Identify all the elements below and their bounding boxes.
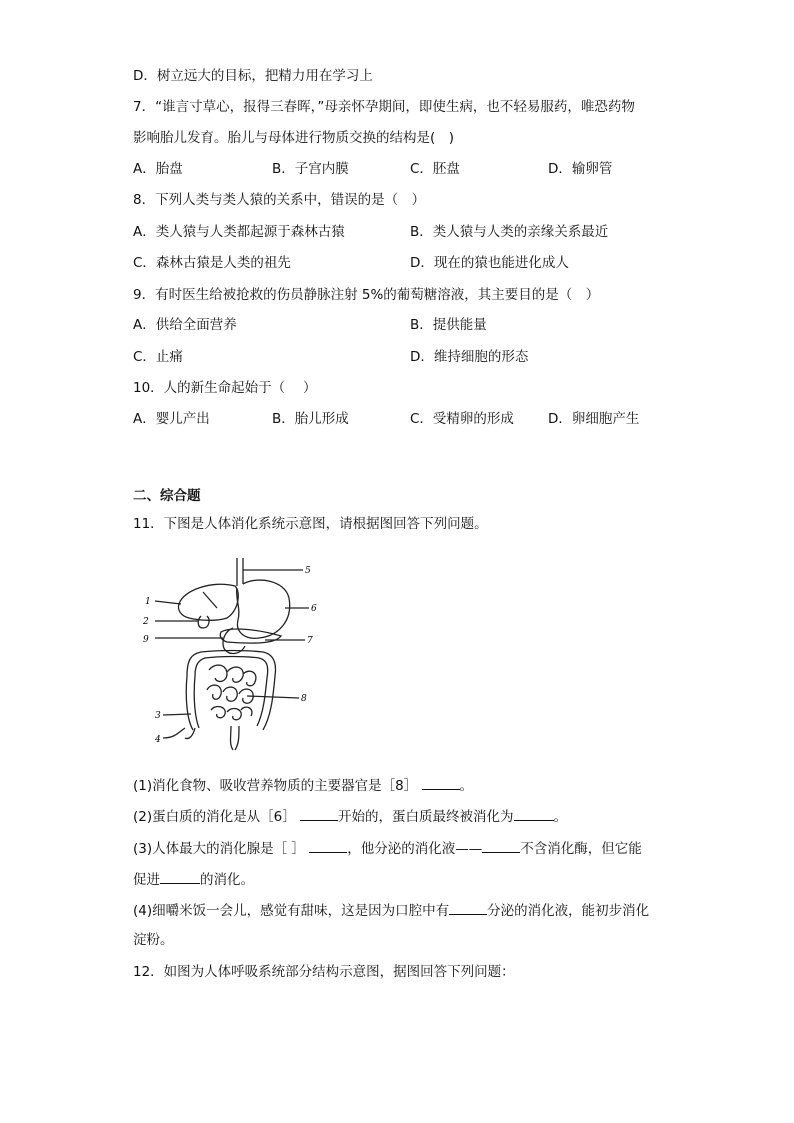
q9-option-c: C．止痛 [133, 349, 183, 365]
q11-sub1 [133, 775, 473, 795]
q10-option-d: D．卵细胞产生 [548, 411, 640, 427]
q10-option-a: A．婴儿产出 [133, 411, 210, 427]
section-title: 二、综合题 [133, 488, 201, 504]
q11-sub4-line2: 淀粉。 [133, 932, 174, 948]
q10-option-c: C．受精卵的形成 [410, 411, 514, 427]
q9-option-d: D．维持细胞的形态 [410, 349, 529, 365]
digestive-system-diagram [135, 558, 321, 754]
diagram-label-2: 2 [143, 617, 149, 627]
q11-sub3-line1 [133, 838, 642, 858]
q7-stem-line2: 影响胎儿发育。胎儿与母体进行物质交换的结构是( ) [133, 130, 455, 146]
q11-sub3-text4: 促进 [133, 872, 160, 888]
q8-option-c: C．森林古猿是人类的祖先 [133, 255, 291, 271]
q7-option-b: B．子宫内膜 [272, 161, 349, 177]
q9-option-a: A．供给全面营养 [133, 317, 237, 333]
diagram-label-6: 6 [311, 604, 317, 614]
answer-blank [309, 838, 347, 853]
q8-option-d: D．现在的猿也能进化成人 [410, 255, 569, 271]
answer-blank [449, 900, 487, 915]
q12-stem: 12．如图为人体呼吸系统部分结构示意图，据图回答下列问题： [133, 964, 515, 980]
q11-sub3-end: 的消化。 [200, 872, 254, 888]
q8-stem: 8．下列人类与类人猿的关系中，错误的是（ ） [133, 192, 426, 208]
q9-stem: 9．有时医生给被抢救的伤员静脉注射 5%的葡萄糖溶液，其主要目的是（ ） [133, 287, 600, 303]
answer-blank [160, 869, 200, 884]
q10-option-b: B．胎儿形成 [272, 411, 349, 427]
answer-blank [300, 806, 338, 821]
q11-sub4-line1 [133, 900, 649, 920]
diagram-label-4: 4 [155, 735, 161, 745]
q8-option-a: A．类人猿与人类都起源于森林古猿 [133, 224, 345, 240]
diagram-label-8: 8 [301, 694, 307, 704]
diagram-label-1: 1 [145, 597, 151, 607]
diagram-label-5: 5 [305, 566, 311, 576]
answer-blank [422, 775, 460, 790]
q7-stem-line1: 7．“谁言寸草心，报得三春晖，”母亲怀孕期间，即使生病，也不轻易服药，唯恐药物 [133, 99, 635, 115]
answer-blank [482, 838, 520, 853]
q11-sub2-end: 。 [553, 809, 568, 825]
q10-stem: 10．人的新生命起始于（ ） [133, 380, 317, 396]
q11-sub1-end: 。 [459, 778, 474, 794]
diagram-label-3: 3 [155, 711, 161, 721]
q11-sub3-text: (3)人体最大的消化腺是［ ］ [133, 841, 305, 857]
q11-sub2 [133, 806, 567, 826]
q11-sub2-text2: 开始的，蛋白质最终被消化为 [338, 809, 514, 825]
q11-sub2-text: (2)蛋白质的消化是从［6］ [133, 809, 296, 825]
q11-sub4-text2: 分泌的消化液，能初步消化 [487, 903, 650, 919]
q9-option-b: B．提供能量 [410, 317, 487, 333]
q11-sub3-text2: ，他分泌的消化液—— [347, 841, 483, 857]
diagram-label-7: 7 [307, 636, 313, 646]
q11-stem: 11．下图是人体消化系统示意图，请根据图回答下列问题。 [133, 516, 488, 532]
q11-sub3-text3: 不含消化酶，但它能 [520, 841, 642, 857]
q11-sub1-text: (1)消化食物、吸收营养物质的主要器官是［8］ [133, 778, 418, 794]
q11-sub3-line2 [133, 869, 254, 889]
q7-option-d: D．输卵管 [548, 161, 613, 177]
diagram-label-9: 9 [143, 635, 149, 645]
q6-option-d: D．树立远大的目标，把精力用在学习上 [133, 68, 373, 84]
q7-option-c: C．胚盘 [410, 161, 460, 177]
q8-option-b: B．类人猿与人类的亲缘关系最近 [410, 224, 609, 240]
q11-sub4-text: (4)细嚼米饭一会儿，感觉有甜味，这是因为口腔中有 [133, 903, 450, 919]
q7-option-a: A．胎盘 [133, 161, 183, 177]
answer-blank [514, 806, 554, 821]
